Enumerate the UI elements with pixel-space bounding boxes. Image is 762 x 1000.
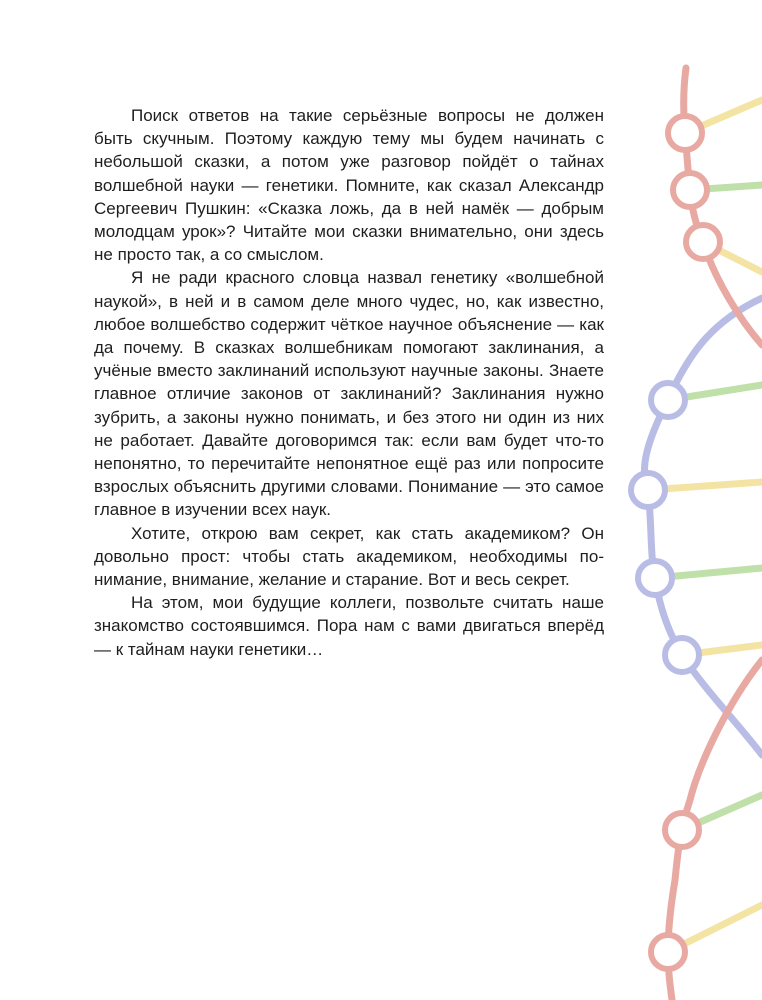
helix-node-blue: [651, 383, 685, 417]
helix-node-red: [673, 173, 707, 207]
paragraph-2: Я не ради красного словца назвал генетику «волшебной наукой», в ней и в самом деле много чудес, но, как известно, любое волшебство содержит чёткое научное объяснение — как да почему. В сказках волшебникам помогают заклинания, а учёные вместо заклинаний используют научные законы. Знаете главное отличие законов от заклинаний? Заклинания нужно зубрить, а законы нужно понимать, и без этого ни один из них не работает. Давайте договоримся так: если вам будет что-то непонятно, то перечитайте непонятное ещё раз или попросите взрослых объяснить другими словами. Понимание — это самое главное в изучении всех наук.: [94, 268, 604, 520]
paragraph-1: Поиск ответов на такие серьёзные вопросы не должен быть скучным. Поэтому каждую тему мы будем начинать с небольшой сказки, а потом уже разговор пойдёт о тайнах волшебной науки — генетики. Помните, как сказал Александр Сергеевич Пушкин: «Сказка ложь, да в ней намёк — добрым молодцам урок»? Читайте мои сказки внимательно, они здесь не просто так, а со смыслом.: [94, 106, 604, 265]
helix-node-blue: [631, 473, 665, 507]
helix-node-red: [651, 935, 685, 969]
paragraph-3: Хотите, открою вам секрет, как стать академиком? Он довольно прост: чтобы стать академиком, необходимы понимание, внимание, желание и старание. Вот и весь секрет.: [94, 523, 604, 590]
dna-helix-icon: [600, 0, 762, 1000]
helix-node-red: [665, 813, 699, 847]
helix-node-red: [668, 116, 702, 150]
helix-node-blue: [638, 561, 672, 595]
helix-node-red: [686, 225, 720, 259]
page-text: [94, 104, 604, 661]
helix-node-blue: [665, 638, 699, 672]
paragraph-4: На этом, мои будущие коллеги, позвольте считать наше знакомство состоявшимся. Пора нам с вами двигаться вперёд — к тайнам науки генетики…: [94, 593, 604, 659]
